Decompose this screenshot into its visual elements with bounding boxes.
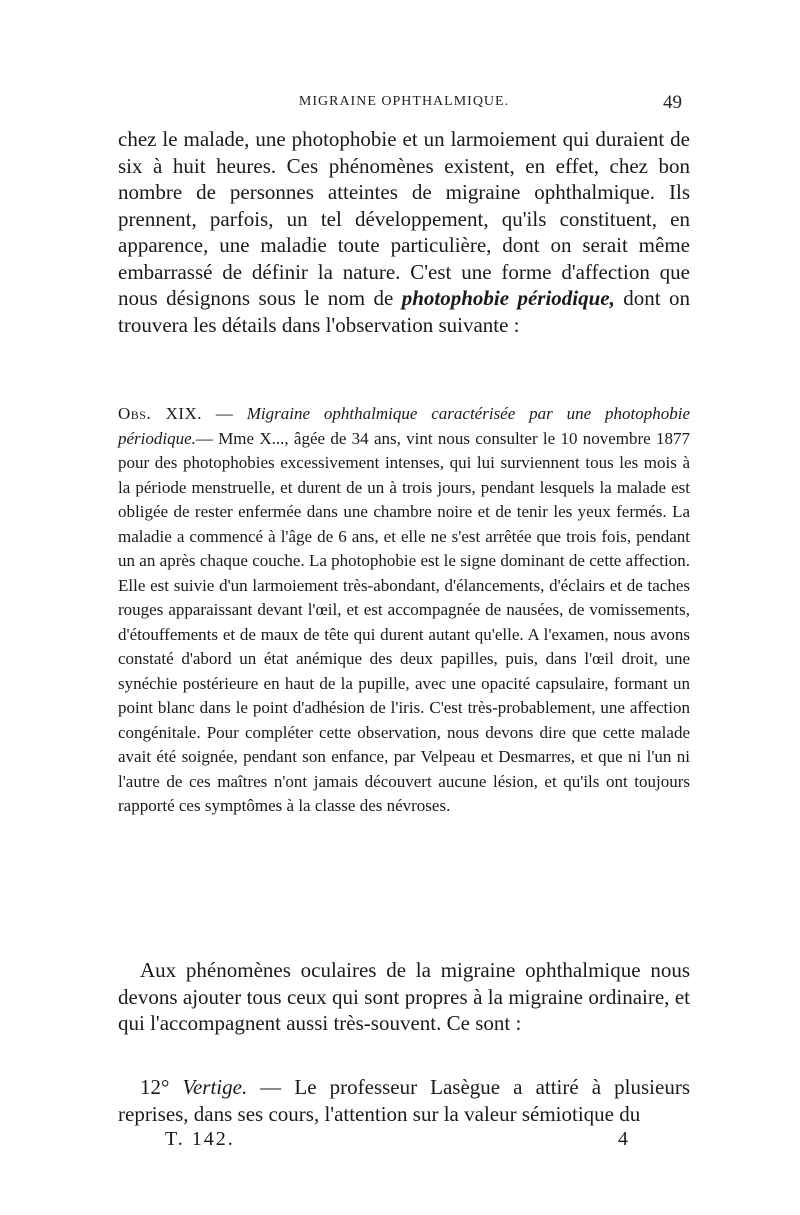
paragraph-vertige-text: — Le professeur Lasègue a attiré à plusieurs reprises, dans ses cours, l'attention sur la valeur sémiotique du — [118, 1075, 691, 1126]
observation-title: Migraine ophthalmique caractérisée par une photophobie périodique. — [118, 404, 691, 448]
page-number: 49 — [663, 92, 682, 113]
section-number: 12° — [140, 1075, 170, 1099]
observation-block — [118, 402, 690, 819]
term-vertige: Vertige. — [182, 1075, 248, 1099]
term-photophobie-periodique: photophobie périodique, — [401, 286, 615, 310]
paragraph-vertige — [118, 1074, 690, 1127]
observation-label: Obs. XIX. — [118, 404, 203, 423]
paragraph-intro — [118, 126, 690, 338]
sheet-number: 4 — [618, 1128, 628, 1150]
printer-signature: T. 142. — [165, 1128, 235, 1150]
running-title: MIGRAINE OPHTHALMIQUE. — [298, 94, 510, 109]
paragraph-intro-text-a: chez le malade, une photophobie et un larmoiement qui duraient de six à huit heures. Ces phénomènes existent, en effet, chez bon nombre de personnes atteintes de migraine ophthalmique. Ils prennent, parfois, un tel développement, qu'ils constituent, en apparence, une maladie toute particulière, dont on serait même embarrassé de définir la nature. C'est une forme d'affection que nous désignons sous le nom de — [118, 127, 690, 310]
observation-text: — Mme X..., âgée de 34 ans, vint nous consulter le 10 novembre 1877 pour des photophobies excessivement intenses, qui lui surviennent tous les mois à la période menstruelle, et durent de un à trois jours, pendant lesquels la malade est obligée de rester enfermée dans une chambre noire et de tenir les yeux fermés. La maladie a commencé à l'âge de 6 ans, et elle ne s'est arrêtée que trois fois, pendant un an après chaque couche. La photophobie est le signe dominant de cette affection. Elle est suivie d'un larmoiement très-abondant, d'élancements, d'éclairs et de taches rouges apparaissant devant l'œil, et est accompagnée de nausées, de vomissements, d'étouffements et de maux de tête qui durent autant qu'elle. A l'examen, nous avons constaté d'abord un état anémique des deux papilles, puis, dans l'œil droit, une synéchie postérieure en haut de la pupille, avec une opacité capsulaire, formant un point blanc dans le point d'adhésion de l'iris. C'est très-probablement, une affection congénitale. Pour compléter cette observation, nous devons dire que cette malade avait été soignée, pendant son enfance, par Velpeau et Desmarres, et que ni l'un ni l'autre de ces maîtres n'ont jamais découvert aucune lésion, et qu'ils ont toujours rapporté ces symptômes à la classe des névroses. — [118, 428, 690, 815]
observation-dash: — — [202, 404, 247, 423]
paragraph-intro-text-b: dont on trouvera les détails dans l'observation suivante : — [118, 286, 690, 337]
page-footer — [0, 1128, 800, 1156]
page-header — [118, 94, 690, 122]
paragraph-phenomenes: Aux phénomènes oculaires de la migraine ophthalmique nous devons ajouter tous ceux qui sont propres à la migraine ordinaire, et qui l'accompagnent aussi très-souvent. Ce sont : — [118, 958, 690, 1035]
